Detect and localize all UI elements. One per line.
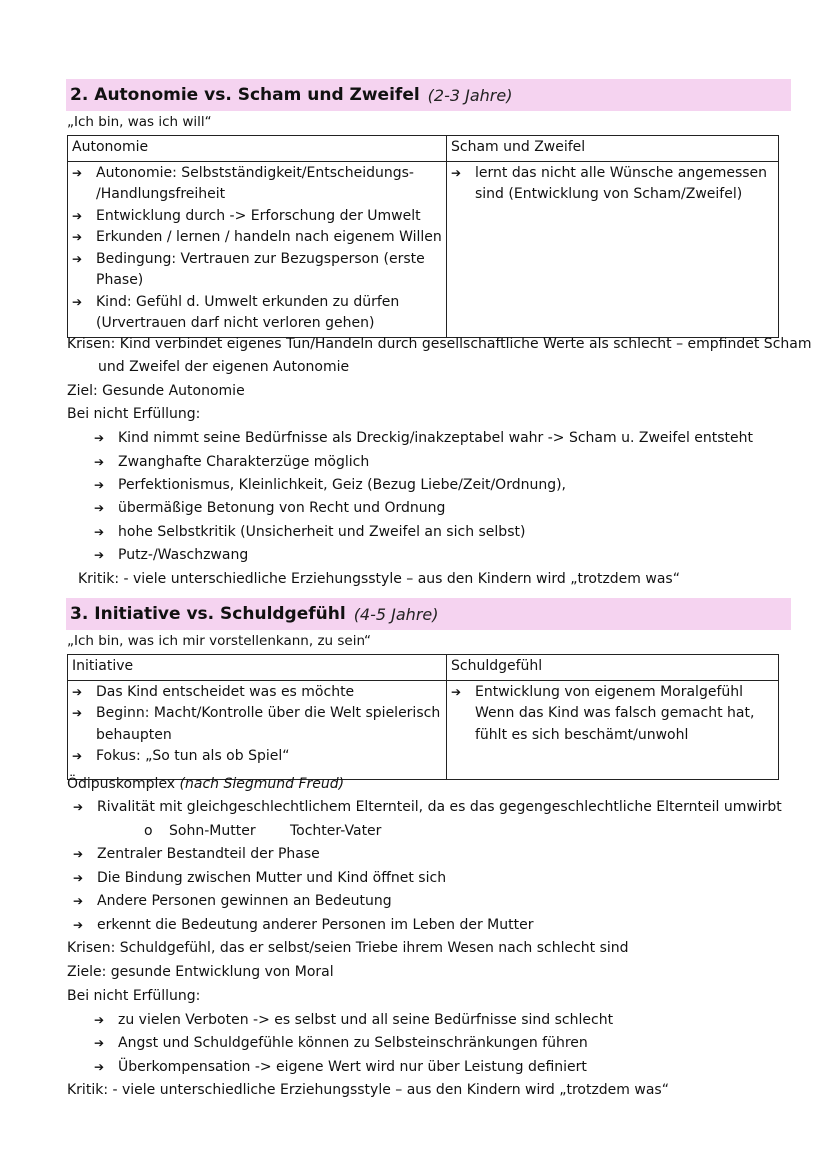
section3-kritik: Kritik: - viele unterschiedliche Erziehungsstyle – aus den Kindern wird „trotzdem was“ xyxy=(67,1082,669,1098)
list-item: ➔ Putz-/Waschzwang xyxy=(94,547,249,563)
section3-header xyxy=(66,598,791,630)
list-item: ➔ Fokus: „So tun als ob Spiel“ xyxy=(72,746,442,768)
table-header-row xyxy=(68,136,779,162)
arrow-right-icon: ➔ xyxy=(451,165,462,180)
table-header-row xyxy=(68,655,779,681)
section3-title: Initiative vs. Schuldgefühl xyxy=(94,604,346,624)
arrow-right-icon: ➔ xyxy=(72,749,83,763)
section3-age: (4-5 Jahre) xyxy=(353,604,439,624)
list-item: ➔ übermäßige Betonung von Recht und Ordnung xyxy=(94,500,446,516)
table-cell-autonomie xyxy=(68,161,447,337)
section2-quote: „Ich bin, was ich will“ xyxy=(67,114,212,130)
arrow-right-icon: ➔ xyxy=(94,548,105,562)
arrow-right-icon: ➔ xyxy=(94,478,105,492)
list-item: ➔ Perfektionismus, Kleinlichkeit, Geiz (Bezug Liebe/Zeit/Ordnung), xyxy=(94,477,567,493)
arrow-right-icon: ➔ xyxy=(73,871,84,885)
table-header-schuldgefuehl: Schuldgefühl xyxy=(447,655,779,681)
oedipus-source: (nach Siegmund Freud) xyxy=(179,776,345,792)
section2-header xyxy=(66,79,791,111)
section3-quote: „Ich bin, was ich mir vorstellenkann, zu sein“ xyxy=(67,633,372,649)
circle-bullet-icon: o xyxy=(144,823,153,839)
list-item: ➔ Autonomie: Selbstständigkeit/Entscheidungs- /Handlungsfreiheit xyxy=(72,164,414,202)
list-item: ➔ Zwanghafte Charakterzüge möglich xyxy=(94,454,370,470)
section3-krisen: Krisen: Schuldgefühl, das er selbst/seien Triebe ihrem Wesen nach schlecht sind xyxy=(67,940,629,956)
arrow-right-icon: ➔ xyxy=(72,294,83,309)
arrow-right-icon: ➔ xyxy=(72,230,83,244)
list-item: ➔ Kind: Gefühl d. Umwelt erkunden zu dürfen (Urvertrauen darf nicht verloren gehen) xyxy=(72,293,400,331)
list-item: ➔ zu vielen Verboten -> es selbst und all seine Bedürfnisse sind schlecht xyxy=(94,1012,614,1028)
section2-krisen-cont: und Zweifel der eigenen Autonomie xyxy=(98,359,350,375)
list-item: ➔ hohe Selbstkritik (Unsicherheit und Zweifel an sich selbst) xyxy=(94,524,526,540)
section2-title: Autonomie vs. Scham und Zweifel xyxy=(94,85,420,105)
arrow-right-icon: ➔ xyxy=(94,1036,105,1050)
arrow-right-icon: ➔ xyxy=(94,525,105,539)
section3-nicht-erfuellung: Bei nicht Erfüllung: xyxy=(67,988,201,1004)
section2-table xyxy=(67,135,779,338)
list-item: ➔ erkennt die Bedeutung anderer Personen im Leben der Mutter xyxy=(73,917,534,933)
table-body-row xyxy=(68,161,779,337)
section2-ziel: Ziel: Gesunde Autonomie xyxy=(67,383,245,399)
section2-nicht-erfuellung: Bei nicht Erfüllung: xyxy=(67,406,201,422)
section3-number: 3. xyxy=(70,604,89,624)
list-item: ➔ Überkompensation -> eigene Wert wird nur über Leistung definiert xyxy=(94,1059,587,1075)
section2-number: 2. xyxy=(70,85,89,105)
list-item: ➔ Erkunden / lernen / handeln nach eigenem Willen xyxy=(72,227,442,249)
arrow-right-icon: ➔ xyxy=(73,847,84,861)
arrow-right-icon: ➔ xyxy=(94,501,105,515)
table-cell-initiative xyxy=(68,680,447,779)
section2-kritik: Kritik: - viele unterschiedliche Erziehungsstyle – aus den Kindern wird „trotzdem was“ xyxy=(78,571,680,587)
list-item: ➔ Zentraler Bestandteil der Phase xyxy=(73,846,320,862)
arrow-right-icon: ➔ xyxy=(73,894,84,908)
table-header-initiative: Initiative xyxy=(68,655,447,681)
arrow-right-icon: ➔ xyxy=(72,684,83,699)
arrow-right-icon: ➔ xyxy=(94,1060,105,1074)
list-item: ➔ Andere Personen gewinnen an Bedeutung xyxy=(73,893,392,909)
section3-ziele: Ziele: gesunde Entwicklung von Moral xyxy=(67,964,334,980)
section3-table xyxy=(67,654,779,780)
arrow-right-icon: ➔ xyxy=(72,208,83,223)
list-item: ➔ Kind nimmt seine Bedürfnisse als Dreckig/inakzeptabel wahr -> Scham u. Zweifel entsteht xyxy=(94,430,754,446)
arrow-right-icon: ➔ xyxy=(72,165,83,180)
list-item: ➔ Entwicklung durch -> Erforschung der Umwelt xyxy=(72,206,442,228)
arrow-right-icon: ➔ xyxy=(94,455,105,469)
arrow-right-icon: ➔ xyxy=(72,706,83,720)
list-item: ➔ Beginn: Macht/Kontrolle über die Welt spielerisch behaupten xyxy=(72,705,441,743)
list-item: ➔ Bedingung: Vertrauen zur Bezugsperson (erste Phase) xyxy=(72,250,425,288)
section2-age: (2-3 Jahre) xyxy=(427,85,513,105)
table-body-row xyxy=(68,680,779,779)
arrow-right-icon: ➔ xyxy=(72,251,83,266)
arrow-right-icon: ➔ xyxy=(73,918,84,932)
list-item: ➔ Die Bindung zwischen Mutter und Kind öffnet sich xyxy=(73,870,447,886)
arrow-right-icon: ➔ xyxy=(94,1013,105,1027)
oedipus-heading xyxy=(67,774,344,794)
section2-krisen: Krisen: Kind verbindet eigenes Tun/Handeln durch gesellschaftliche Werte als schlecht – empfindet Scham xyxy=(67,336,812,352)
list-item: ➔ lernt das nicht alle Wünsche angemessen sind (Entwicklung von Scham/Zweifel) xyxy=(451,164,768,202)
oedipus-sub-right: Tochter-Vater xyxy=(290,823,382,839)
list-item: ➔ Rivalität mit gleichgeschlechtlichem Elternteil, da es das gegengeschlechtliche Elternteil umwirbt xyxy=(73,799,782,815)
oedipus-sub-item xyxy=(144,821,382,841)
arrow-right-icon: ➔ xyxy=(73,800,84,814)
arrow-right-icon: ➔ xyxy=(451,684,462,699)
list-item: ➔ Das Kind entscheidet was es möchte xyxy=(72,682,442,704)
table-header-scham: Scham und Zweifel xyxy=(447,136,779,162)
list-item: ➔ Angst und Schuldgefühle können zu Selbsteinschränkungen führen xyxy=(94,1035,588,1051)
table-header-autonomie: Autonomie xyxy=(68,136,447,162)
list-item: ➔ Entwicklung von eigenem Moralgefühl Wenn das Kind was falsch gemacht hat, fühlt es sich beschämt/unwohl xyxy=(451,683,755,743)
table-cell-schuldgefuehl xyxy=(447,680,779,779)
table-cell-scham xyxy=(447,161,779,337)
oedipus-sub-left: Sohn-Mutter xyxy=(169,823,256,839)
arrow-right-icon: ➔ xyxy=(94,431,105,445)
oedipus-title: Ödipuskomplex xyxy=(67,776,176,792)
